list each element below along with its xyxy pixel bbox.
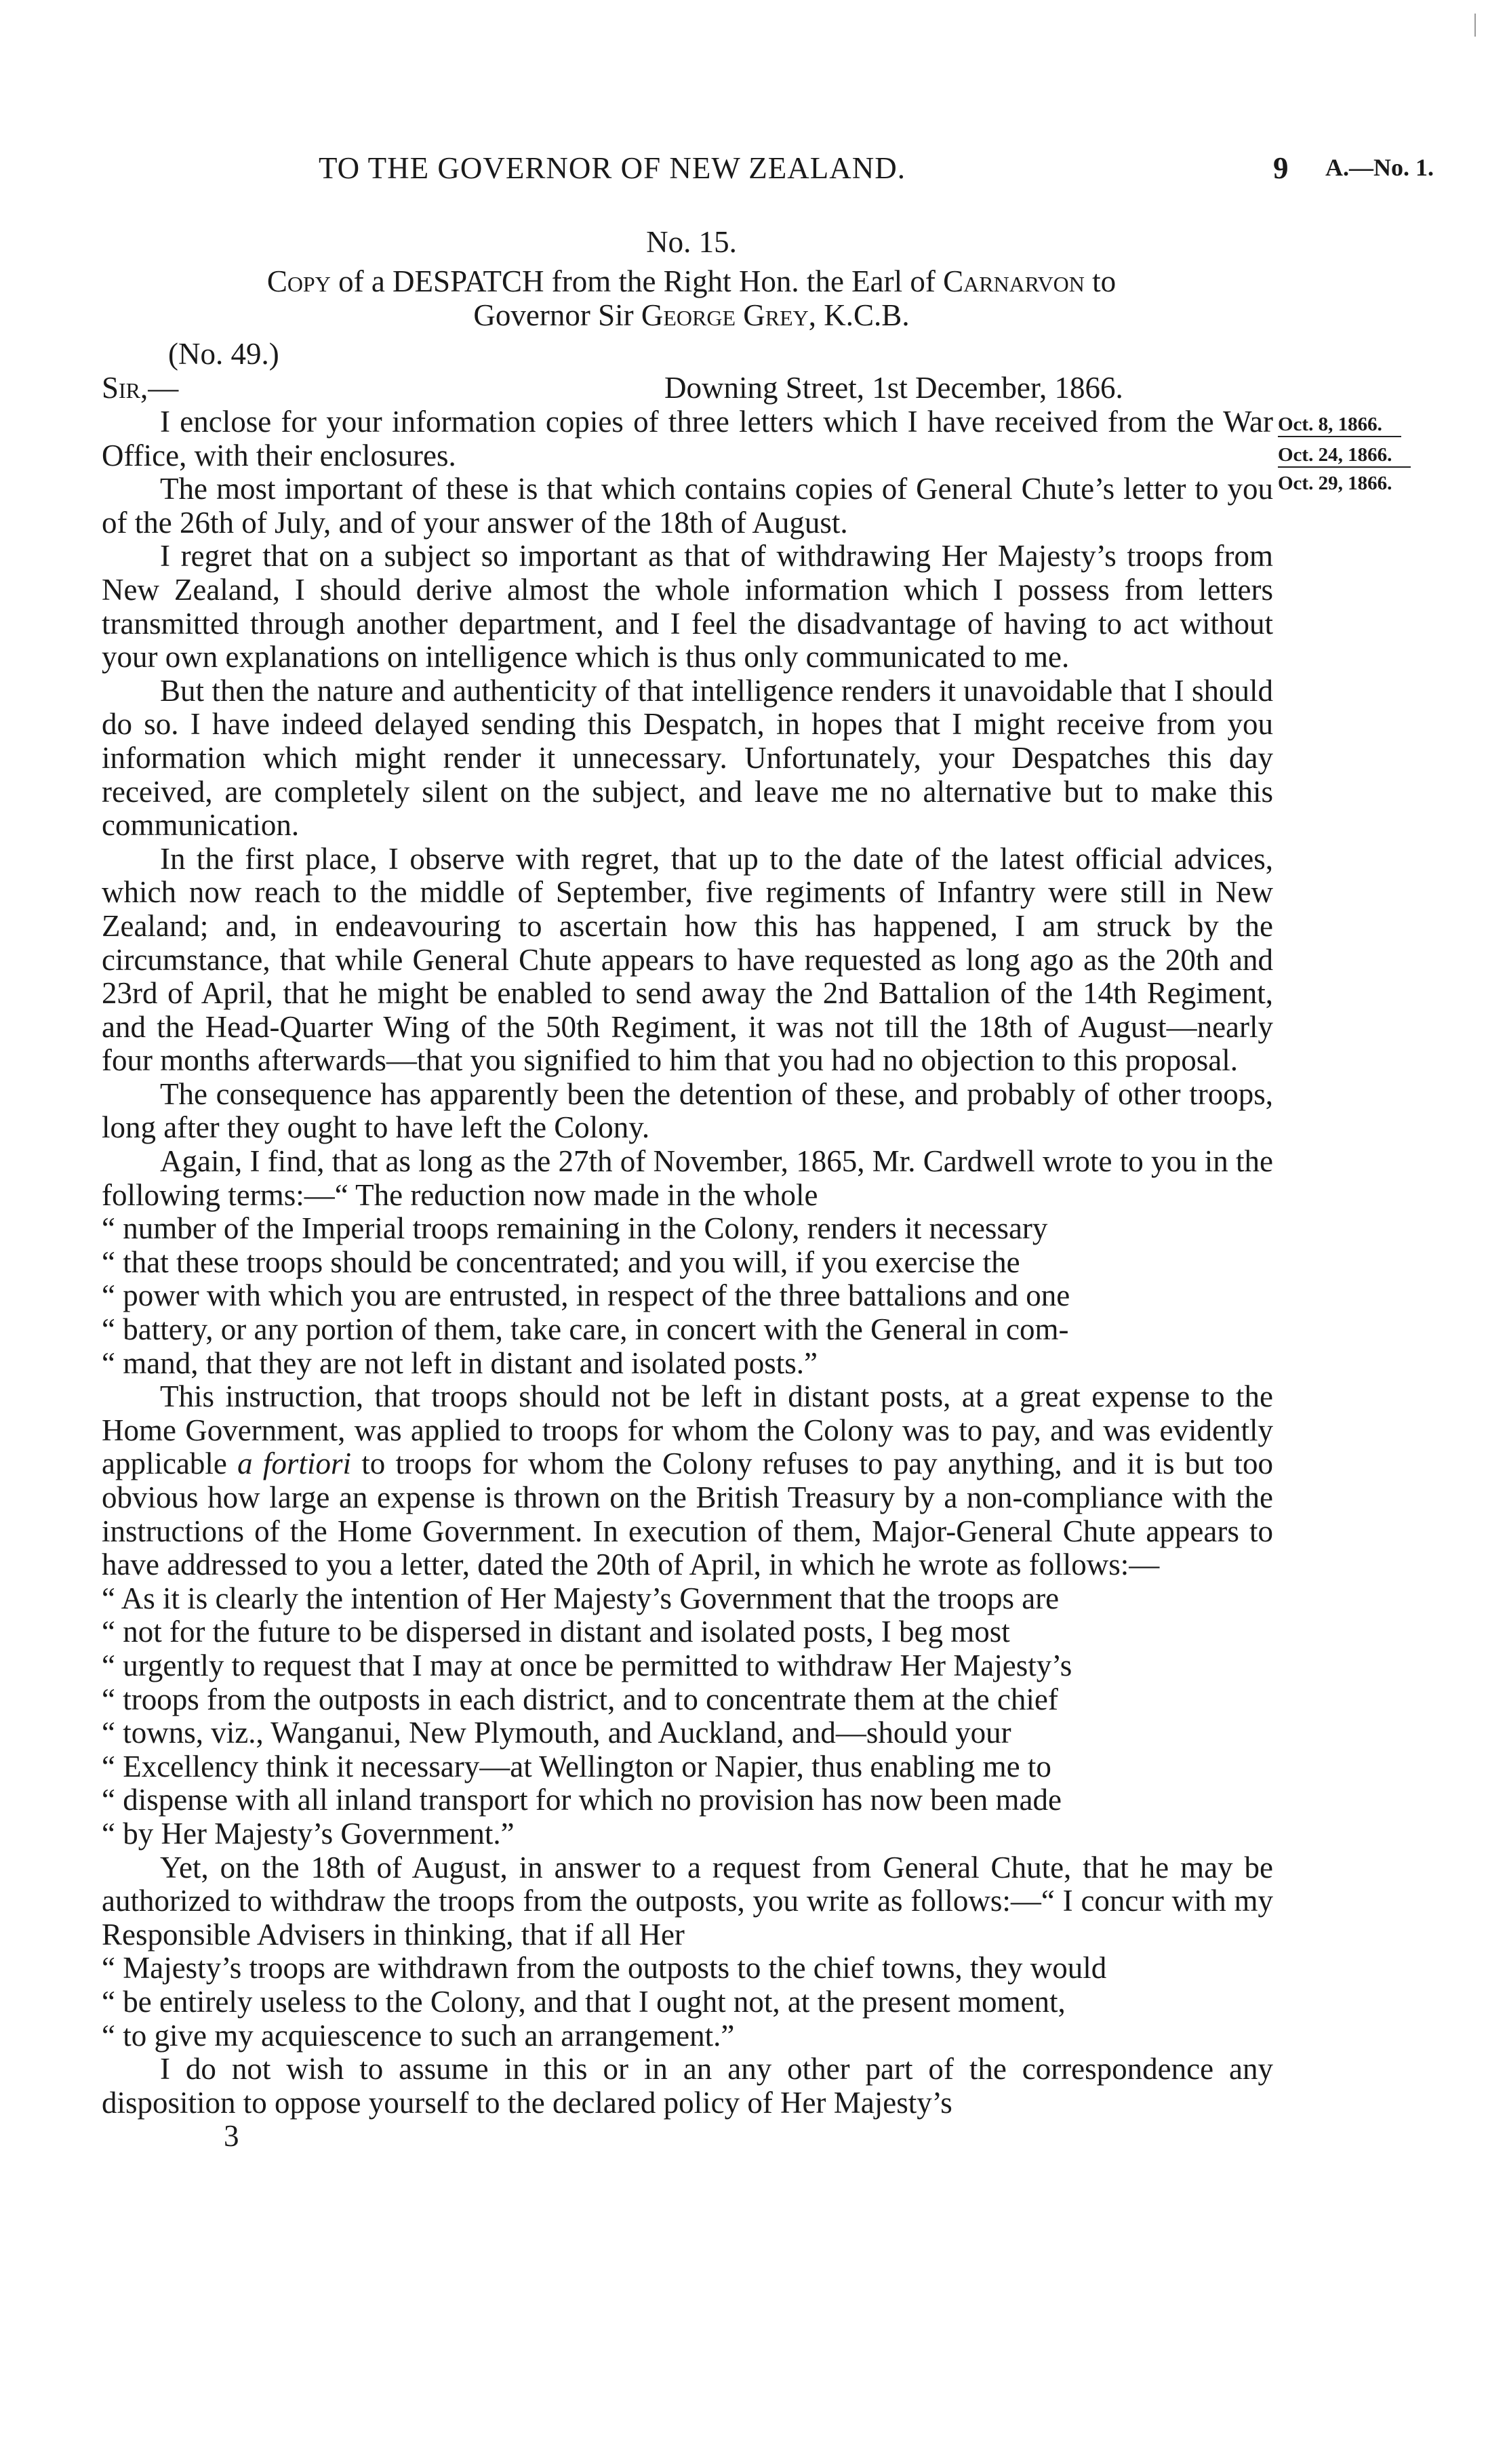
paragraph-text: to troops for whom the Colony refuses to pay anything, and it is but too obvious how large an expense is thrown on the British Treasury by a non-compliance with the instructions of the Home Government. In execution of them, Major-General Chute appears to have addressed to you a letter, dated the 20th of April, in which he wrote as follows:—	[102, 1447, 1273, 1582]
heading-copy-word: Copy	[266, 264, 331, 298]
body-paragraph: But then the nature and authenticity of that intelligence renders it unavoidable that I should do so. I have indeed delayed sending this Despatch, in hopes that I might receive from you information which might render it unnecessary. Unfortunately, your Despatches this day received, are completely silent on the subject, and leave me no alternative but to make this communication.	[102, 673, 1273, 843]
quote-line: “ troops from the outposts in each district, and to concentrate them at the chief	[102, 1682, 1058, 1716]
running-head	[0, 150, 1507, 191]
heading-earl-name: Carnarvon	[943, 264, 1085, 298]
quote-line: “ not for the future to be dispersed in distant and isolated posts, I beg most	[102, 1615, 1010, 1649]
heading-governor-name: George Grey	[641, 298, 809, 332]
margin-note-date: Oct. 24, 1866.	[1278, 444, 1411, 468]
heading-to: to	[1084, 264, 1117, 298]
body-paragraph: Again, I find, that as long as the 27th of November, 1865, Mr. Cardwell wrote to you in the following terms:—“ The reduction now made in the whole	[102, 1144, 1273, 1212]
running-head-title: TO THE GOVERNOR OF NEW ZEALAND.	[319, 151, 906, 185]
quote-line: “ to give my acquiescence to such an arrangement.”	[102, 2018, 735, 2053]
page-number: 9	[1273, 151, 1289, 185]
salutation: Sir,—	[102, 371, 179, 405]
despatch-number: No. 15.	[646, 225, 737, 259]
quote-line: “ urgently to request that I may at once be permitted to withdraw Her Majesty’s	[102, 1648, 1072, 1682]
quote-line: “ dispense with all inland transport for which no provision has now been made	[102, 1783, 1062, 1817]
body-paragraph: I do not wish to assume in this or in an any other part of the correspondence any disposition to oppose yourself to the declared policy of Her Majesty’s	[102, 2052, 1273, 2120]
quote-line: “ Majesty’s troops are withdrawn from the outposts to the chief towns, they would	[102, 1951, 1107, 1985]
body-paragraph: Yet, on the 18th of August, in answer to a request from General Chute, that he may be authorized to withdraw the troops from the outposts, you write as follows:—“ I concur with my Responsible Advisers in thinking, that if all Her	[102, 1850, 1273, 1952]
quote-line: “ Excellency think it necessary—at Wellington or Napier, thus enabling me to	[102, 1749, 1051, 1783]
heading-governor: Governor Sir	[473, 298, 641, 332]
despatch-heading-line1	[102, 263, 1281, 300]
despatch-reference-number: (No. 49.)	[168, 337, 279, 371]
quote-line: “ by Her Majesty’s Government.”	[102, 1816, 515, 1851]
body-paragraph: The consequence has apparently been the detention of these, and probably of other troops, long after they ought to have left the Colony.	[102, 1076, 1273, 1145]
quote-line: “ towns, viz., Wanganui, New Plymouth, and Auckland, and—should your	[102, 1716, 1011, 1750]
quote-line: “ be entirely useless to the Colony, and that I ought not, at the present moment,	[102, 1984, 1066, 2019]
series-reference: A.—No. 1.	[1325, 154, 1434, 181]
despatch-heading-line2	[102, 297, 1281, 334]
margin-note-date: Oct. 8, 1866.	[1278, 413, 1401, 437]
quote-line: “ battery, or any portion of them, take care, in concert with the General in com-	[102, 1312, 1069, 1347]
heading-text: of a DESPATCH from the Right Hon. the Earl of	[330, 264, 944, 298]
margin-note-date: Oct. 29, 1866.	[1278, 472, 1392, 494]
scan-speck	[1474, 14, 1476, 37]
body-paragraph: I regret that on a subject so important as that of withdrawing Her Majesty’s troops from New Zealand, I should derive almost the whole information which I possess from letters transmitted through another department, and I feel the disadvantage of having to act without your own explanations on intelligence which is thus only communicated to me.	[102, 539, 1273, 674]
paragraph-text: This instruction, that troops should not be left in distant posts, at a great expense to the Home Government, was applied to troops for whom the Colony was to pay, and was evidently applicable	[102, 1379, 1273, 1481]
body-paragraph: In the first place, I observe with regret, that up to the date of the latest official advices, which now reach to the middle of September, five regiments of Infantry were still in New Zealand; and, in endeavouring to ascertain how this has happened, I am struck by the circumstance, that while General Chute appears to have requested as long ago as the 20th and 23rd of April, that he might be enabled to send away the 2nd Battalion of the 14th Regiment, and the Head-Quarter Wing of the 50th Regiment, it was not till the 18th of August—nearly four months afterwards—that you signified to him that you had no objection to this proposal.	[102, 841, 1273, 1078]
quote-line: “ that these troops should be concentrated; and you will, if you exercise the	[102, 1245, 1020, 1279]
quote-line: “ power with which you are entrusted, in respect of the three battalions and one	[102, 1278, 1070, 1313]
heading-title-suffix: , K.C.B.	[808, 298, 910, 332]
body-paragraph-fortiori	[102, 1380, 1273, 1582]
body-paragraph: The most important of these is that which contains copies of General Chute’s letter to you of the 26th of July, and of your answer of the 18th of August.	[102, 472, 1273, 540]
latin-phrase: a fortiori	[237, 1447, 351, 1481]
despatch-body	[102, 405, 1273, 2154]
signature-mark: 3	[224, 2119, 239, 2154]
quote-line: “ number of the Imperial troops remaining in the Colony, renders it necessary	[102, 1211, 1048, 1246]
dateline: Downing Street, 1st December, 1866.	[664, 371, 1123, 405]
quote-line: “ mand, that they are not left in distant and isolated posts.”	[102, 1346, 818, 1380]
quote-line: “ As it is clearly the intention of Her Majesty’s Government that the troops are	[102, 1581, 1060, 1615]
body-paragraph: I enclose for your information copies of three letters which I have received from the War Office, with their enclosures.	[102, 405, 1273, 472]
